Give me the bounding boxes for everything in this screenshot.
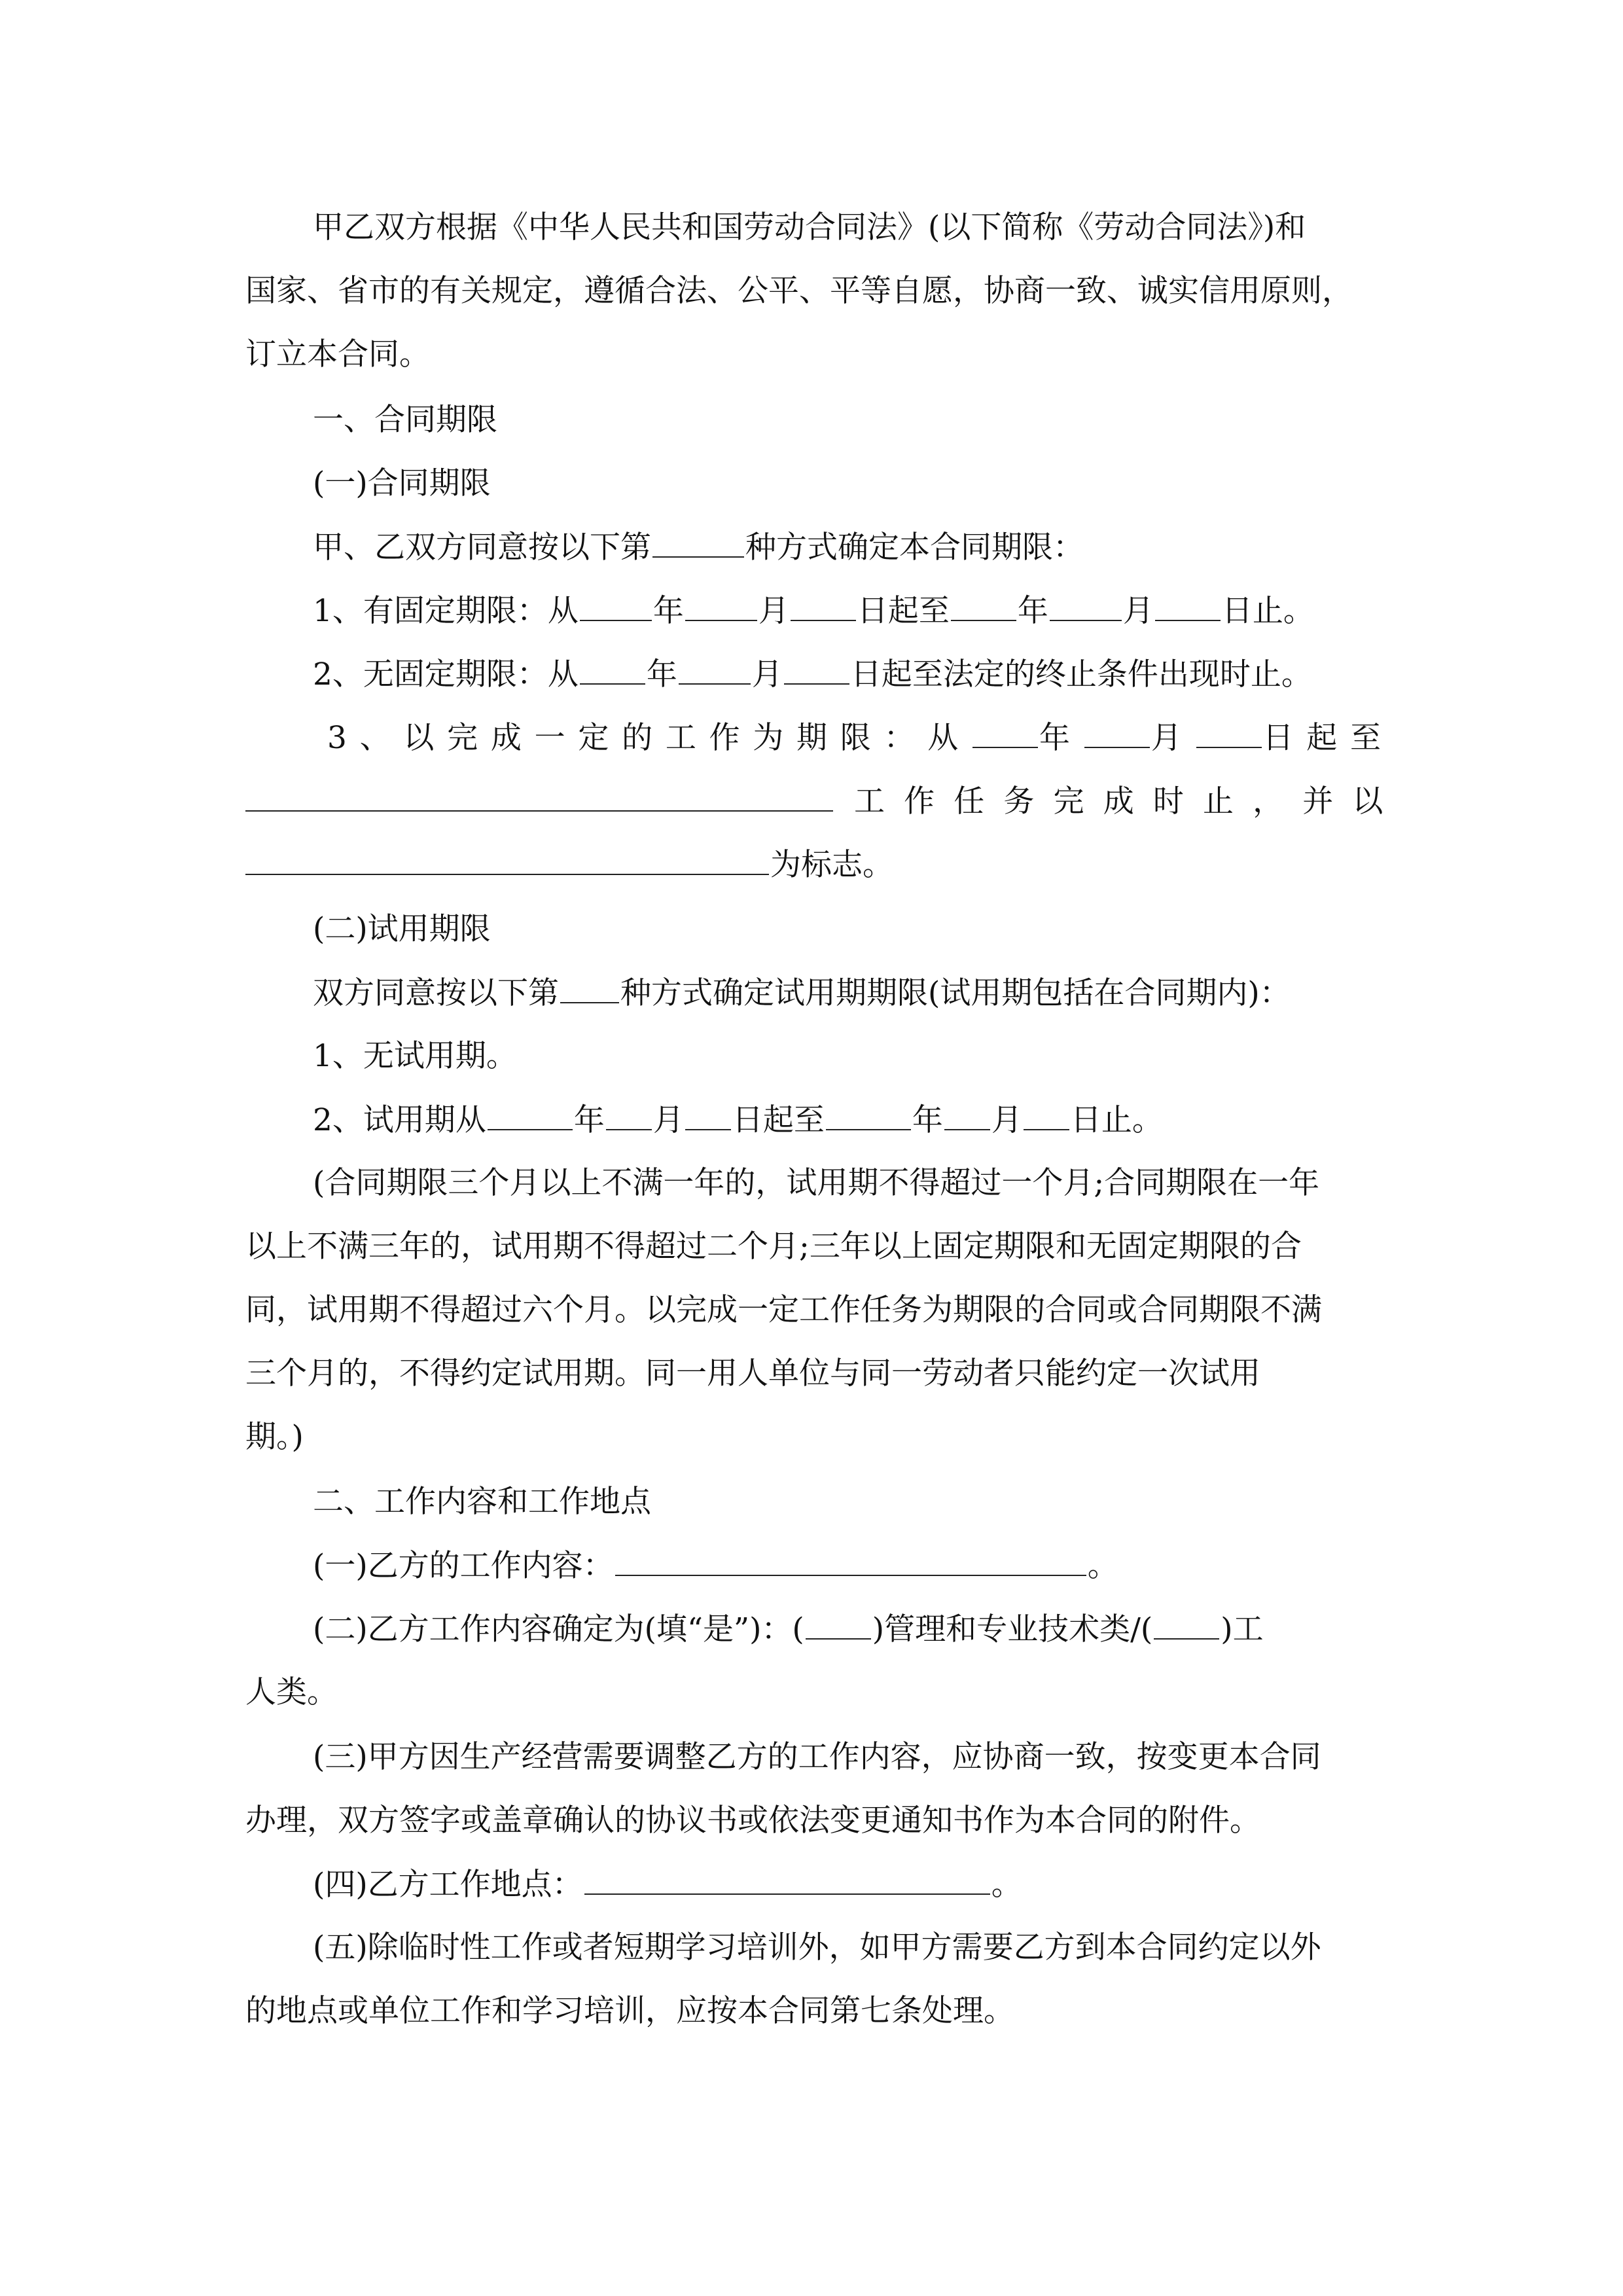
prob-end-month-blank[interactable] <box>944 1100 990 1130</box>
work-location-blank[interactable] <box>584 1865 990 1895</box>
open-start-month-blank[interactable] <box>679 655 751 685</box>
work-type-line-cont: 人类。 <box>245 1674 338 1710</box>
prob-end-day-blank[interactable] <box>1024 1100 1069 1130</box>
open-start-day-blank[interactable] <box>784 655 849 685</box>
prob-start-year-blank[interactable] <box>488 1100 573 1130</box>
fixed-end-month-blank[interactable] <box>1050 591 1122 621</box>
probation-choice-blank[interactable] <box>560 973 619 1003</box>
adjust-content-line-1: (三)甲方因生产经营需要调整乙方的工作内容，应协商一致，按变更本合同 <box>313 1739 1321 1775</box>
task-start-day-blank[interactable] <box>1196 718 1262 748</box>
open-start-year-blank[interactable] <box>580 655 645 685</box>
reassignment-line-2: 的地点或单位工作和学习培训，应按本合同第七条处理。 <box>245 1993 1014 2029</box>
work-type-line: (二)乙方工作内容确定为(填“是”)：( )管理和专业技术类/( )工 <box>313 1609 1264 1649</box>
fixed-start-year-blank[interactable] <box>580 591 652 621</box>
worker-type-blank[interactable] <box>1154 1609 1219 1640</box>
management-type-blank[interactable] <box>806 1609 871 1640</box>
section-1-2-heading: (二)试用期限 <box>313 911 491 947</box>
section-1-1-heading: (一)合同期限 <box>313 465 491 501</box>
fixed-term-line: 1、有固定期限：从 年 月 日起至 年 月 日止。 <box>313 591 1314 631</box>
adjust-content-line-2: 办理，双方签字或盖章确认的协议书或依法变更通知书作为本合同的附件。 <box>245 1803 1260 1839</box>
probation-note-2: 以上不满三年的，试用期不得超过二个月;三年以上固定期限和无固定期限的合 <box>245 1229 1302 1265</box>
fixed-end-day-blank[interactable] <box>1155 591 1221 621</box>
prob-start-month-blank[interactable] <box>606 1100 652 1130</box>
probation-note-4: 三个月的，不得约定试用期。同一用人单位与同一劳动者只能约定一次试用 <box>245 1355 1260 1391</box>
probation-choice: 双方同意按以下第 种方式确定试用期期限(试用期包括在合同期内)： <box>313 973 1291 1013</box>
contract-term-choice: 甲、乙双方同意按以下第 种方式确定本合同期限： <box>313 528 1084 567</box>
prob-start-day-blank[interactable] <box>685 1100 731 1130</box>
probation-option-2: 2、试用期从 年 月 日起至 年 月 日止。 <box>313 1100 1163 1140</box>
task-marker-blank[interactable] <box>245 845 769 875</box>
probation-note-1: (合同期限三个月以上不满一年的，试用期不得超过一个月;合同期限在一年 <box>313 1165 1320 1201</box>
task-term-line: 3、以完成一定的工作为期限：从 年 月 日起至 <box>327 718 1394 758</box>
intro-line-2: 国家、省市的有关规定，遵循合法、公平、平等自愿，协商一致、诚实信用原则， <box>245 273 1353 309</box>
fixed-start-month-blank[interactable] <box>685 591 757 621</box>
reassignment-line-1: (五)除临时性工作或者短期学习培训外，如甲方需要乙方到本合同约定以外 <box>313 1929 1321 1965</box>
work-location-line: (四)乙方工作地点： 。 <box>313 1865 1022 1905</box>
section-2-heading: 二、工作内容和工作地点 <box>313 1484 651 1520</box>
intro-line-3: 订立本合同。 <box>245 336 430 372</box>
task-start-year-blank[interactable] <box>972 718 1038 748</box>
probation-note-5: 期。) <box>245 1419 304 1455</box>
fixed-end-year-blank[interactable] <box>951 591 1016 621</box>
section-1-heading: 一、合同期限 <box>313 402 497 438</box>
task-marker-line: 为标志。 <box>245 845 893 885</box>
prob-end-year-blank[interactable] <box>826 1100 911 1130</box>
work-content-blank[interactable] <box>615 1546 1086 1576</box>
probation-note-3: 同，试用期不得超过六个月。以完成一定工作任务为期限的合同或合同期限不满 <box>245 1292 1322 1328</box>
probation-option-1: 1、无试用期。 <box>313 1038 517 1074</box>
task-start-month-blank[interactable] <box>1084 718 1150 748</box>
intro-line-1: 甲乙双方根据《中华人民共和国劳动合同法》(以下简称《劳动合同法》)和 <box>313 209 1306 245</box>
task-description-blank[interactable] <box>245 781 833 812</box>
open-term-line: 2、无固定期限：从 年 月 日起至法定的终止条件出现时止。 <box>313 655 1312 694</box>
term-choice-blank[interactable] <box>652 528 744 558</box>
work-content-line: (一)乙方的工作内容： 。 <box>313 1546 1118 1586</box>
task-completion-line: 工作任务完成时止，并以 <box>245 781 1402 821</box>
fixed-start-day-blank[interactable] <box>791 591 856 621</box>
